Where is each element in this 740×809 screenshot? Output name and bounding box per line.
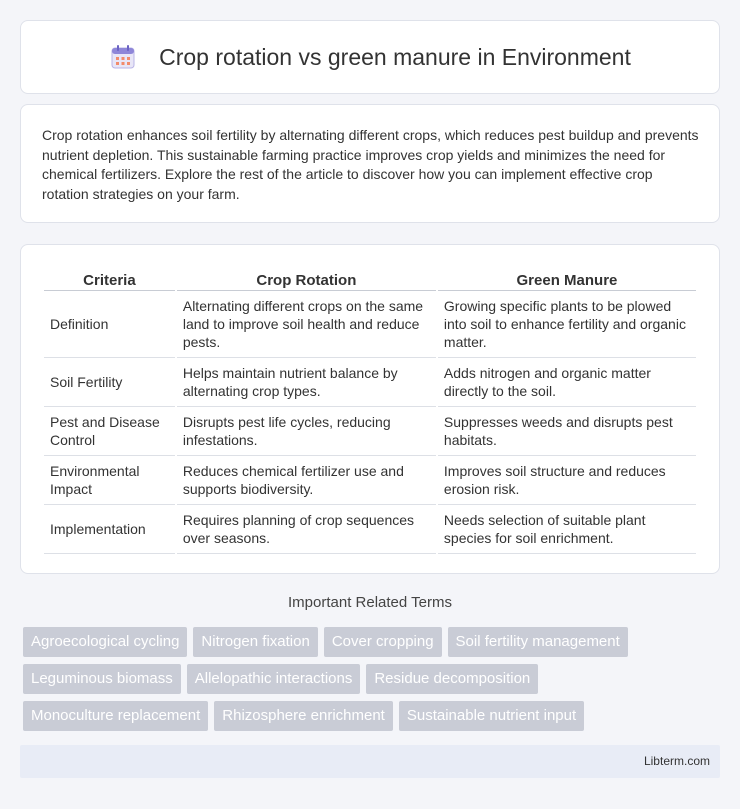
- row-crop-rotation: Alternating different crops on the same land to improve soil health and reduce pests.: [177, 291, 436, 358]
- calendar-icon: [109, 43, 137, 71]
- header-crop-rotation: Crop Rotation: [177, 265, 436, 291]
- related-term-tag[interactable]: Allelopathic interactions: [187, 664, 361, 694]
- related-term-tag[interactable]: Cover cropping: [324, 627, 442, 657]
- footer: [20, 745, 720, 778]
- related-term-tag[interactable]: Soil fertility management: [448, 627, 628, 657]
- tag-row: [23, 701, 723, 731]
- row-green-manure: Suppresses weeds and disrupts pest habitats.: [438, 407, 696, 456]
- row-criteria: Implementation: [44, 505, 175, 554]
- header-card: [20, 20, 720, 94]
- related-term-tag[interactable]: Sustainable nutrient input: [399, 701, 584, 731]
- row-green-manure: Adds nitrogen and organic matter directly to the soil.: [438, 358, 696, 407]
- table-row: [44, 505, 696, 554]
- row-green-manure: Improves soil structure and reduces erosion risk.: [438, 456, 696, 505]
- table-row: [44, 358, 696, 407]
- table-row: [44, 456, 696, 505]
- related-term-tag[interactable]: Rhizosphere enrichment: [214, 701, 393, 731]
- table-row: [44, 291, 696, 358]
- row-criteria: Definition: [44, 291, 175, 358]
- tag-row: [23, 627, 723, 657]
- header-green-manure: Green Manure: [438, 265, 696, 291]
- footer-site-link[interactable]: Libterm.com: [643, 754, 710, 768]
- related-term-tag[interactable]: Monoculture replacement: [23, 701, 208, 731]
- related-term-tag[interactable]: Agroecological cycling: [23, 627, 187, 657]
- row-crop-rotation: Helps maintain nutrient balance by alternating crop types.: [177, 358, 436, 407]
- row-green-manure: Growing specific plants to be plowed into soil to enhance fertility and organic matter.: [438, 291, 696, 358]
- header-criteria: Criteria: [44, 265, 175, 291]
- related-term-tag[interactable]: Nitrogen fixation: [193, 627, 317, 657]
- related-term-tag[interactable]: Residue decomposition: [366, 664, 538, 694]
- page-title: Crop rotation vs green manure in Environment: [159, 43, 631, 70]
- intro-text: Crop rotation enhances soil fertility by alternating different crops, which reduces pest buildup and prevents nutrient depletion. This sustainable farming practice improves crop yields and minimizes the need for chemical fertilizers. Explore the rest of the article to discover how you can implement effective crop rotation strategies on your farm.: [42, 127, 699, 202]
- row-green-manure: Needs selection of suitable plant species for soil enrichment.: [438, 505, 696, 554]
- row-criteria: Environmental Impact: [44, 456, 175, 505]
- comparison-table-card: [20, 244, 720, 574]
- table-row: [44, 407, 696, 456]
- row-criteria: Soil Fertility: [44, 358, 175, 407]
- row-criteria: Pest and Disease Control: [44, 407, 175, 456]
- comparison-table: [42, 265, 698, 554]
- intro-card: [20, 104, 720, 223]
- row-crop-rotation: Requires planning of crop sequences over seasons.: [177, 505, 436, 554]
- related-terms-list: [23, 627, 723, 738]
- related-terms-title: Important Related Terms: [288, 594, 452, 611]
- related-term-tag[interactable]: Leguminous biomass: [23, 664, 181, 694]
- row-crop-rotation: Reduces chemical fertilizer use and supports biodiversity.: [177, 456, 436, 505]
- row-crop-rotation: Disrupts pest life cycles, reducing infestations.: [177, 407, 436, 456]
- table-header-row: [44, 265, 696, 291]
- tag-row: [23, 664, 723, 694]
